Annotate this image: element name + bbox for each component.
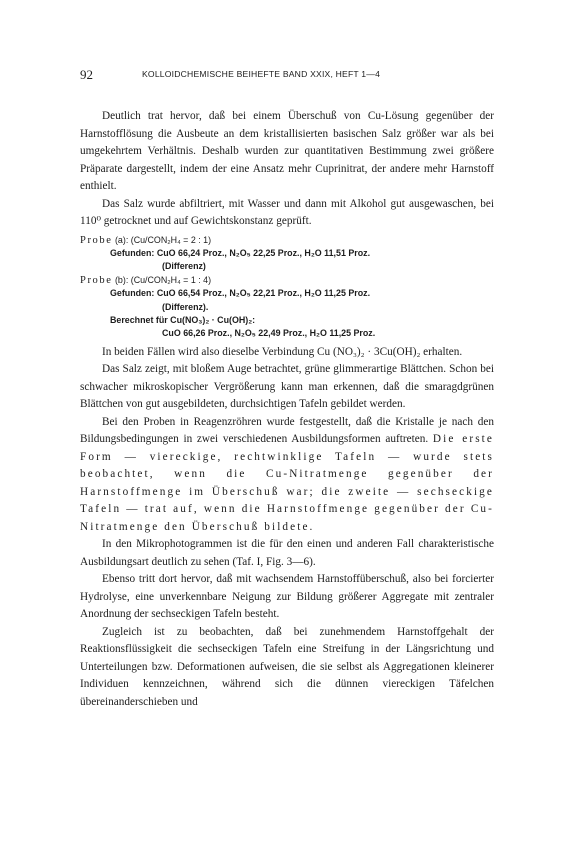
body-text xyxy=(80,108,494,711)
paragraph-7: Ebenso tritt dort hervor, daß mit wachsendem Harnstoffüberschuß, also bei forcierter Hydrolyse, eine unverkennbare Neigung zur Bildung größerer Aggregate mit zentraler Anordnung der sechseckigen Tafeln besteht. xyxy=(80,573,494,621)
paragraph-5 xyxy=(80,414,494,537)
probe-a-note: (Differenz) xyxy=(162,261,206,272)
probe-b-label: Probe xyxy=(80,274,113,286)
paragraph-6: In den Mikrophotogrammen ist die für den einen und anderen Fall charakteristische Ausbildungsart deutlich zu sehen (Taf. I, Fig. 3—6). xyxy=(80,538,494,568)
probe-a-label: Probe xyxy=(80,234,113,246)
probe-a-line xyxy=(80,234,494,247)
running-title: KOLLOIDCHEMISCHE BEIHEFTE BAND XXIX, HEFT 1—4 xyxy=(142,69,381,79)
paragraph-3: In beiden Fällen wird also dieselbe Verbindung Cu (NO₃)₂ · 3Cu(OH)₂ erhalten. xyxy=(102,345,463,358)
probe-a-ratio: (a): (Cu/CON₂H₄ = 2 : 1) xyxy=(112,234,212,245)
probe-b-ratio: (b): (Cu/CON₂H₄ = 1 : 4) xyxy=(112,274,212,285)
probe-b-found: Gefunden: CuO 66,54 Proz., N₂O₅ 22,21 Proz., H₂O 11,25 Proz. xyxy=(110,288,371,299)
calc-values: CuO 66,26 Proz., N₂O₅ 22,49 Proz., H₂O 11,25 Proz. xyxy=(162,328,376,339)
paragraph-4: Das Salz zeigt, mit bloßem Auge betrachtet, grüne glimmerartige Blättchen. Schon bei schwacher mikroskopischer Vergrößerung kann man erkennen, daß die smaragdgrünen Blättchen von gut ausgebildeten, durchsichtigen Tafeln gebildet werden. xyxy=(80,363,494,411)
probe-b-line xyxy=(80,274,494,287)
paragraph-5-normal: Bei den Proben in Reagenzröhren wurde festgestellt, daß die Kristalle je nach den Bildungsbedingungen in zwei verschiedenen Ausbildungsformen auftreten. xyxy=(80,415,494,446)
calc-label: Berechnet für Cu(NO₃)₂ · Cu(OH)₂: xyxy=(110,314,256,325)
probe-b-note: (Differenz). xyxy=(162,301,209,312)
paragraph-2: Das Salz wurde abfiltriert, mit Wasser und dann mit Alkohol gut ausgewaschen, bei 110⁰ getrocknet und auf Gewichtskonstanz geprüft. xyxy=(80,197,494,227)
page-header xyxy=(80,67,494,85)
page-number: 92 xyxy=(80,67,93,82)
paragraph-5-spaced: Die erste Form — viereckige, rechtwinklige Tafeln — wurde stets beobachtet, wenn die Cu-Nitratmenge gegenüber der Harnstoffmenge im Überschuß war; die zweite — sechseckige Tafeln — trat auf, wenn die Harnstoffmenge gegenüber der Cu-Nitratmenge den Überschuß bildete. xyxy=(80,433,495,533)
paragraph-8: Zugleich ist zu beobachten, daß bei zunehmendem Harnstoffgehalt der Reaktionsflüssigkeit die sechseckigen Tafeln eine Streifung in der Längsrichtung und Unterteilungen bzw. Deformationen aufweisen, die sie selbst als Aggregationen kleinerer Individuen kennzeichnen, während sich die dünnen viereckigen Täfelchen übereinanderschieben und xyxy=(80,625,494,708)
probe-a-found: Gefunden: CuO 66,24 Proz., N₂O₅ 22,25 Proz., H₂O 11,51 Proz. xyxy=(110,247,371,258)
paragraph-1: Deutlich trat hervor, daß bei einem Überschuß von Cu-Lösung gegenüber der Harnstofflösung die Ausbeute an dem kristallisierten basischen Salz größer war als bei umgekehrtem Verhältnis. Deshalb wurden zur quantitativen Bestimmung zwei größere Präparate dargestellt, indem der eine Ansatz mehr Cuprinitrat, der andere mehr Harnstoff enthielt. xyxy=(80,110,494,192)
analysis-block xyxy=(80,234,494,341)
